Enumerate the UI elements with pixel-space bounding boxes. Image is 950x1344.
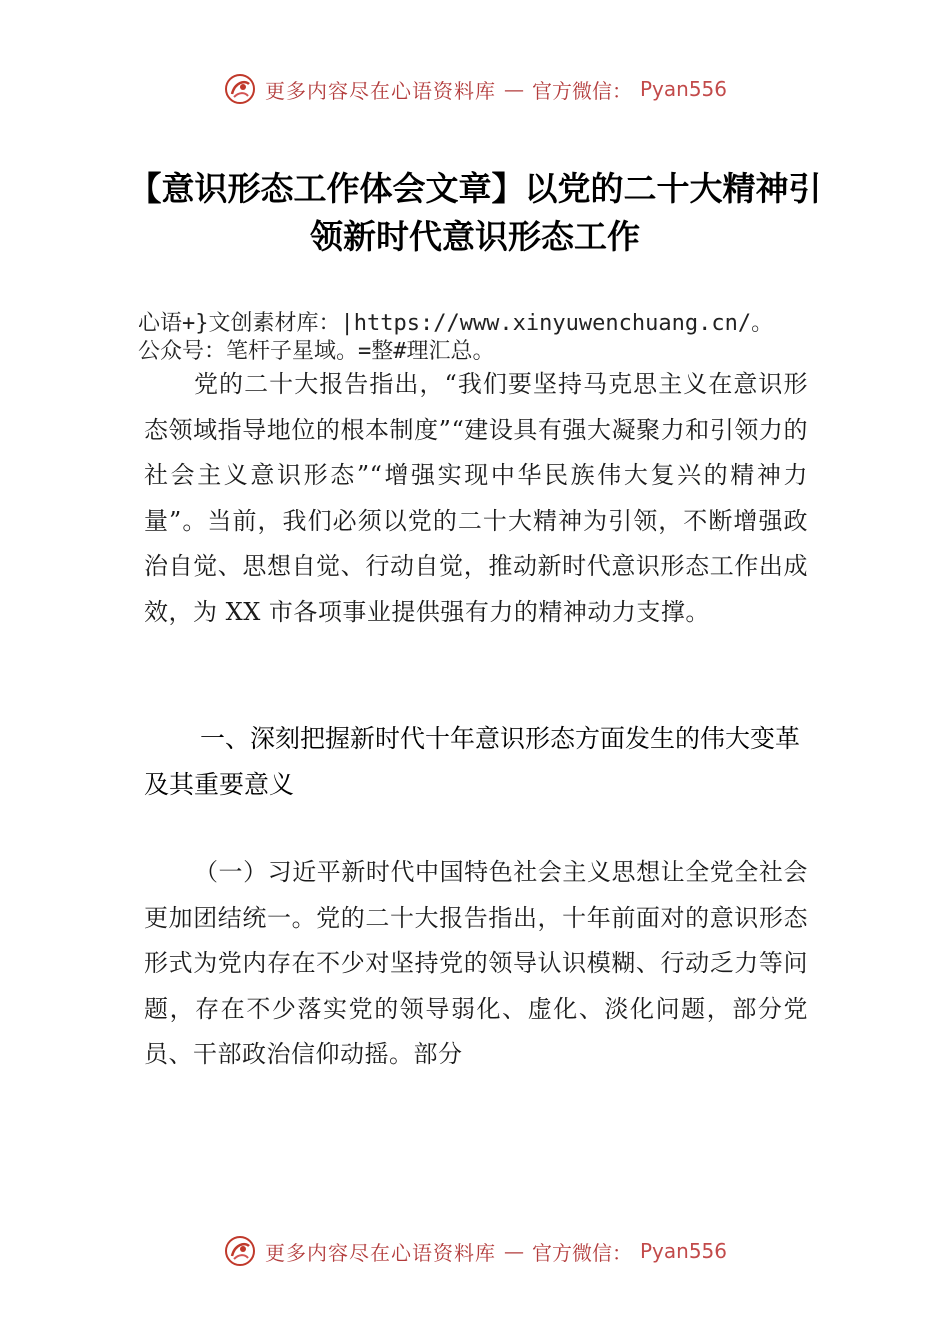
banner-wechat-id: Pyan556: [639, 1239, 727, 1263]
document-title: 【意识形态工作体会文章】以党的二十大精神引领新时代意识形态工作: [128, 169, 822, 256]
banner-text: 更多内容尽在心语资料库: [264, 1240, 496, 1265]
banner-wechat-label: 官方微信：: [531, 1240, 632, 1265]
section-heading-1: 一、深刻把握新时代十年意识形态方面发生的伟大变革及其重要意义: [144, 724, 801, 799]
source-line-1: 心语+}文创素材库：|https://www.xinyuwenchuang.cn/。: [138, 311, 774, 336]
source-line-2: 公众号：笔杆子星域。=整#理汇总。: [138, 339, 495, 364]
header-banner: [0, 72, 950, 106]
paragraph-2: （一）习近平新时代中国特色社会主义思想让全党全社会更加团结统一。党的二十大报告指出，十年前面对的意识形态形式为党内存在不少对坚持党的领导认识模糊、行动乏力等问题，存在不少落实党的领导弱化、虚化、淡化问题，部分党员、干部政治信仰动摇。部分: [144, 858, 808, 1068]
banner-wechat-id: Pyan556: [639, 77, 727, 101]
sun-logo-icon: [223, 72, 257, 106]
banner-text: 更多内容尽在心语资料库: [264, 78, 496, 103]
paragraph-1: 党的二十大报告指出，“我们要坚持马克思主义在意识形态领域指导地位的根本制度”“建设具有强大凝聚力和引领力的社会主义意识形态”“增强实现中华民族伟大复兴的精神力量”。当前，我们必须以党的二十大精神为引领，不断增强政治自觉、思想自觉、行动自觉，推动新时代意识形态工作出成效，为 XX 市各项事业提供强有力的精神动力支撑。: [144, 370, 808, 626]
footer-banner: [0, 1234, 950, 1268]
sun-logo-icon: [223, 1234, 257, 1268]
banner-dash: —: [503, 77, 524, 101]
banner-dash: —: [503, 1239, 524, 1263]
banner-wechat-label: 官方微信：: [531, 78, 632, 103]
